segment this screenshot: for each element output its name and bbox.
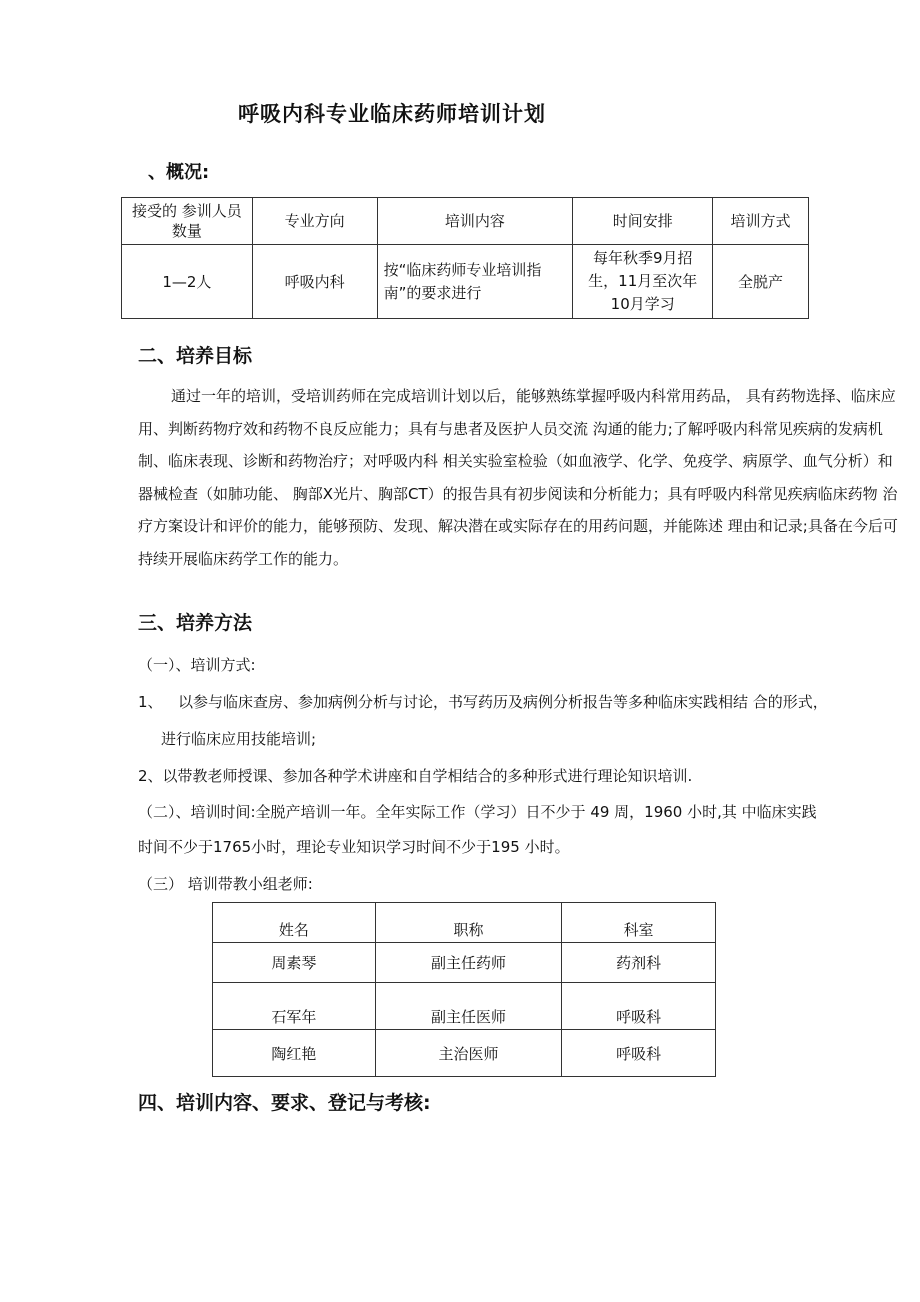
table-cell: 呼吸内科 [252,245,377,319]
table-cell: 副主任医师 [375,983,562,1030]
teachers-table [212,902,716,1077]
table-row [213,943,716,983]
table-cell: 陶红艳 [213,1030,376,1077]
section-heading-goals: 二、培养目标 [138,345,253,367]
table-header-row [213,903,716,943]
table-header-cell: 接受的 参训人员数量 [122,198,253,245]
section-heading-methods: 三、培养方法 [138,612,253,634]
methods-item-2: 2、以带教老师授课、参加各种学术讲座和自学相结合的多种形式进行理论知识培训. [138,767,693,785]
methods-item-1-text: 以参与临床查房、参加病例分析与讨论，书写药历及病例分析报告等多种临床实践相结 合的形式， [178,693,828,711]
section-heading-content: 四、培训内容、要求、登记与考核: [138,1092,431,1114]
methods-subheading-2: （二）、培训时间:全脱产培训一年。全年实际工作（学习）日不少于 49 周，1960 小时,其 中临床实践 [138,803,817,821]
table-cell: 呼吸科 [562,1030,716,1077]
goals-paragraph: 通过一年的培训，受培训药师在完成培训计划以后，能够熟练掌握呼吸内科常用药品， 具有药物选择、临床应用、判断药物疗效和药物不良反应能力；具有与患者及医护人员交流 沟通的能力;了解呼吸内科常见疾病的发病机制、临床表现、诊断和药物治疗；对呼吸内科 相关实验室检验（如血液学、化学、免疫学、病原学、血气分析）和器械检查（如肺功能、 胸部X光片、胸部CT）的报告具有初步阅读和分析能力；具有呼吸内科常见疾病临床药物 治疗方案设计和评价的能力，能够预防、发现、解决潜在或实际存在的用药问题，并能陈述 理由和记录;具备在今后可持续开展临床药学工作的能力。 [138,387,898,568]
methods-subheading-2-continuation: 时间不少于1765小时，理论专业知识学习时间不少于195 小时。 [138,838,570,856]
table-header-cell: 培训方式 [713,198,809,245]
table-cell: 呼吸科 [562,983,716,1030]
table-header-cell: 培训内容 [377,198,573,245]
table-cell: 石军年 [213,983,376,1030]
methods-subheading-3: （三） 培训带教小组老师: [138,875,313,893]
table-cell: 主治医师 [375,1030,562,1077]
table-header-cell: 姓名 [213,903,376,943]
table-row [213,1030,716,1077]
table-header-row [122,198,809,245]
table-cell: 副主任药师 [375,943,562,983]
methods-item-1-number: 1、 [138,693,163,711]
table-cell: 每年秋季9月招生，11月至次年10月学习 [573,245,713,319]
table-row [122,245,809,319]
table-header-cell: 科室 [562,903,716,943]
table-cell: 药剂科 [562,943,716,983]
overview-table [121,197,809,319]
table-header-cell: 时间安排 [573,198,713,245]
overview-heading: 、概况: [148,162,210,183]
table-cell: 按“临床药师专业培训指南”的要求进行 [377,245,573,319]
table-row [213,983,716,1030]
page-title: 呼吸内科专业临床药师培训计划 [238,102,546,126]
table-cell: 全脱产 [713,245,809,319]
table-header-cell: 职称 [375,903,562,943]
table-cell: 周素琴 [213,943,376,983]
table-header-cell: 专业方向 [252,198,377,245]
methods-subheading-1: （一）、培训方式: [138,656,256,674]
methods-item-1-continuation: 进行临床应用技能培训; [161,730,317,748]
table-cell: 1—2人 [122,245,253,319]
